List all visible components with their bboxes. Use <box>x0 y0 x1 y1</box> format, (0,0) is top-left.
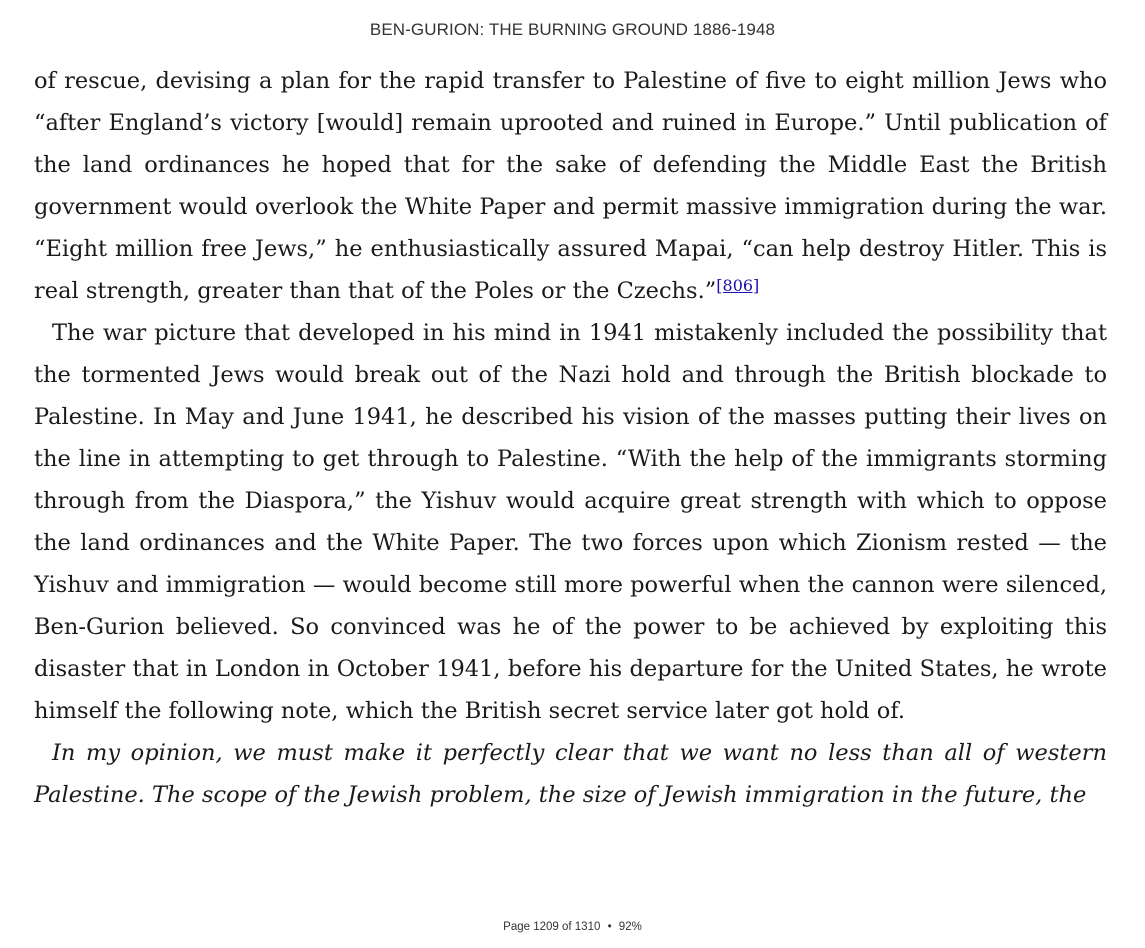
reading-progress: 92% <box>618 921 642 933</box>
page-footer <box>0 921 1145 933</box>
block-quote: In my opinion, we must make it perfectly clear that we want no less than all of western Palestine. The scope of the Jewish problem, the size of Jewish immigration in the future, the <box>34 740 1107 808</box>
separator-dot: • <box>607 921 612 933</box>
footnote-link[interactable]: [806] <box>716 276 760 295</box>
paragraph-1-text: of rescue, devising a plan for the rapid transfer to Palestine of five to eight million Jews who “after England’s victory [would] remain uprooted and ruined in Europe.” Until publication of the land ordinances he hoped that for the sake of defending the Middle East the British government would overlook the White Paper and permit massive immigration during the war. “Eight million free Jews,” he enthusiastically assured Mapai, “can help destroy Hitler. This is real strength, greater than that of the Poles or the Czechs.” <box>34 68 1107 304</box>
page-indicator: Page 1209 of 1310 <box>503 921 601 933</box>
book-text <box>34 60 1107 816</box>
paragraph-2: The war picture that developed in his mind in 1941 mistakenly included the possibility that the tormented Jews would break out of the Nazi hold and through the British blockade to Palestine. In May and June 1941, he described his vision of the masses putting their lives on the line in attempting to get through to Palestine. “With the help of the immigrants storming through from the Diaspora,” the Yishuv would acquire great strength with which to oppose the land ordinances and the White Paper. The two forces upon which Zionism rested — the Yishuv and immigration — would become still more powerful when the cannon were silenced, Ben-Gurion believed. So convinced was he of the power to be achieved by exploiting this disaster that in London in October 1941, before his departure for the United States, he wrote himself the following note, which the British secret service later got hold of. <box>34 320 1107 724</box>
paragraph-1 <box>34 60 1107 312</box>
running-header: BEN-GURION: THE BURNING GROUND 1886-1948 <box>369 20 776 39</box>
